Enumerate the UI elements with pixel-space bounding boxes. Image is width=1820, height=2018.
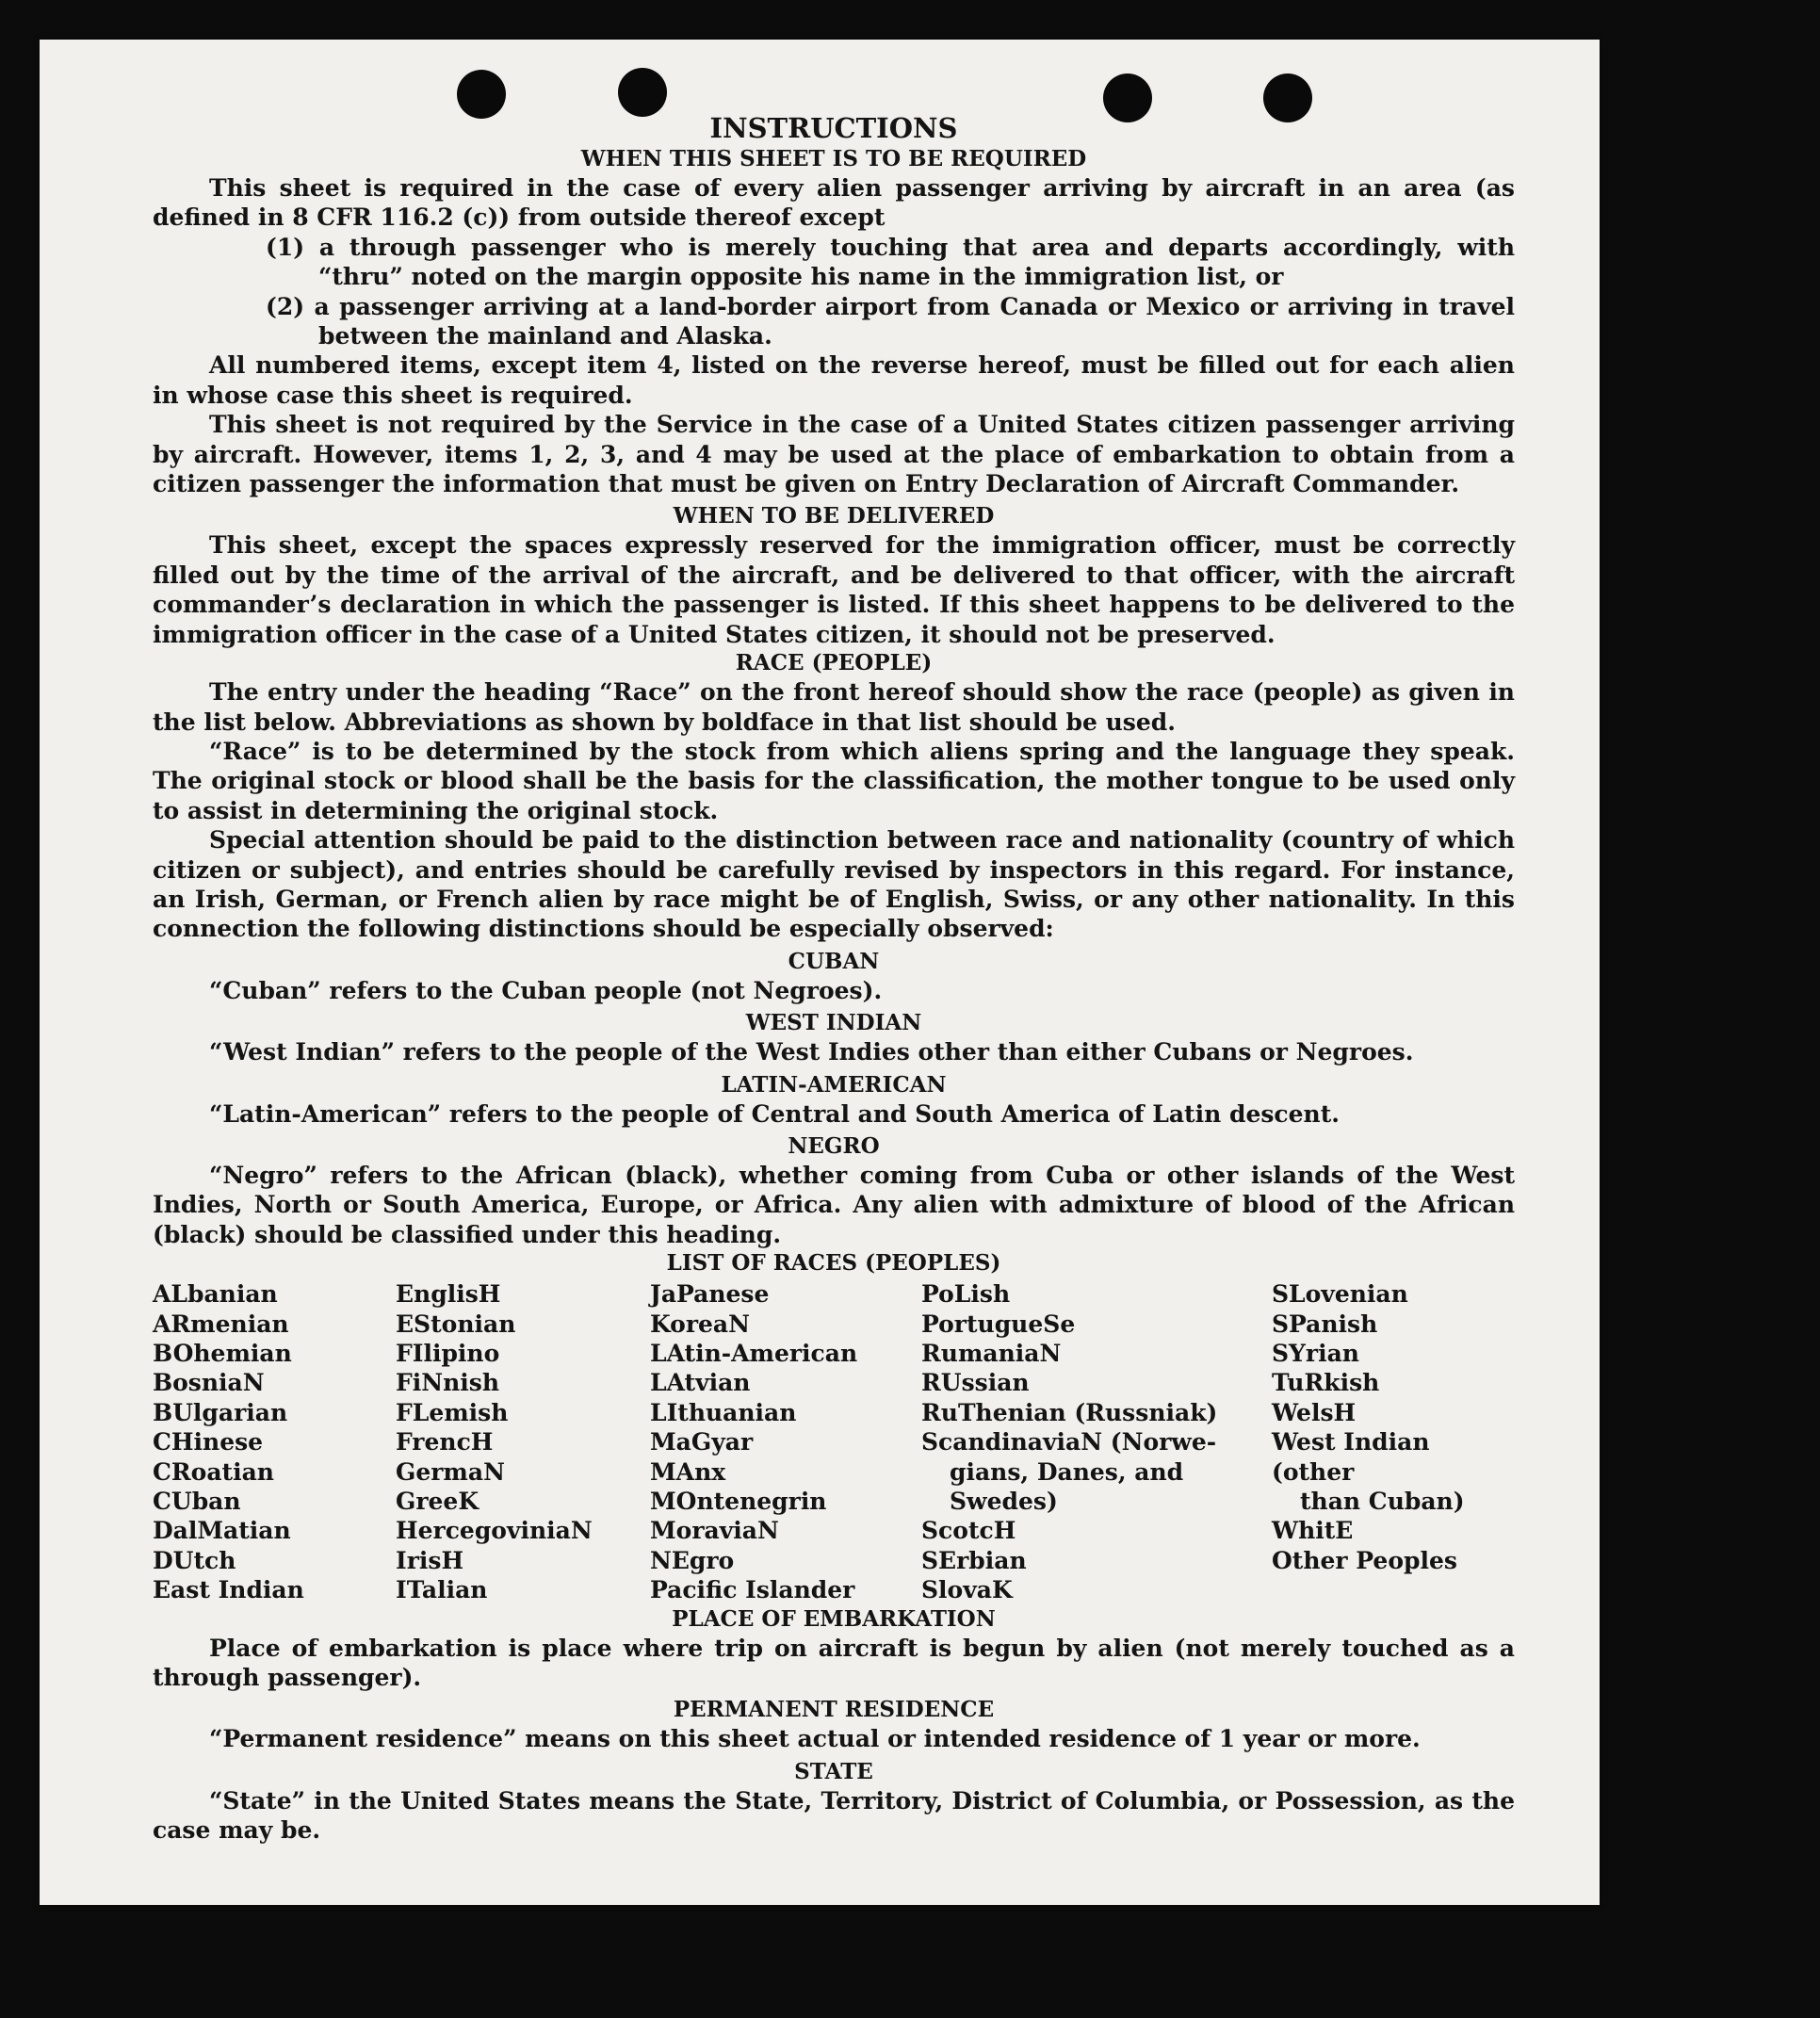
paragraph: All numbered items, except item 4, listed on the reverse hereof, must be filled out for each alien in whose case this sheet is required. (153, 351, 1515, 409)
race-item: LIthuanian (650, 1398, 797, 1426)
race-item: BUlgarian (153, 1398, 288, 1426)
paragraph: “Latin-American” refers to the people of Central and South America of Latin descent. (209, 1099, 1340, 1128)
race-item: FLemish (396, 1398, 509, 1426)
page-title: INSTRUCTIONS (709, 112, 958, 144)
race-item: LAtin-American (650, 1340, 858, 1367)
race-column (1272, 1279, 1515, 1604)
race-item: HercegoviniaN (396, 1517, 593, 1545)
race-column (650, 1279, 921, 1604)
paragraph: This sheet is not required by the Service in the case of a United States citizen passenger arriving by aircraft. However, items 1, 2, 3, and 4 may be used at the place of embarkation to obtain from a citizen passenger the information that must be given on Entry Declaration of Aircraft Commander. (153, 411, 1515, 498)
section-heading-latin-american: LATIN-AMERICAN (721, 1071, 947, 1098)
race-item: IrisH (396, 1546, 464, 1574)
race-column (921, 1279, 1272, 1604)
race-column (153, 1279, 396, 1604)
race-item: MAnx (650, 1457, 726, 1486)
paragraph: This sheet is required in the case of every alien passenger arriving by aircraft in an area (as defined in 8 CFR 116.2 (c)) from outside thereof except (153, 174, 1515, 232)
punch-hole (618, 68, 667, 117)
paragraph: “Race” is to be determined by the stock from which aliens spring and the language they speak. The original stock or blood shall be the basis for the classification, the mother tongue to be used only to assist in determining the original stock. (153, 737, 1515, 824)
section-heading-state: STATE (794, 1758, 873, 1784)
race-item: ScotcH (921, 1517, 1016, 1545)
paragraph: The entry under the heading “Race” on the front hereof should show the race (people) as given in the list below. Abbreviations as shown by boldface in that list should be used. (153, 678, 1515, 736)
race-item: WhitE (1272, 1517, 1354, 1545)
race-item: LAtvian (650, 1369, 751, 1397)
race-item: Pacific Islander (650, 1576, 855, 1604)
paragraph: This sheet, except the spaces expressly reserved for the immigration officer, must be correctly filled out by the time of the arrival of the aircraft, and be delivered to that officer, with the aircraft commander’s declaration in which the passenger is listed. If this sheet happens to be delivered to the immigration officer in the case of a United States citizen, it should not be preserved. (153, 531, 1515, 648)
race-item: RuThenian (Russniak) (921, 1398, 1218, 1426)
race-item: SErbian (921, 1546, 1027, 1574)
race-item: East Indian (153, 1576, 304, 1604)
document-sheet (40, 40, 1600, 1905)
race-list (153, 1279, 1515, 1604)
paragraph: “State” in the United States means the State, Territory, District of Columbia, or Possession, as the case may be. (153, 1786, 1515, 1845)
race-item: FIlipino (396, 1340, 500, 1367)
race-item: FrencH (396, 1428, 494, 1457)
paragraph: Special attention should be paid to the distinction between race and nationality (country of which citizen or subject), and entries should be carefully revised by inspectors in this regard. For instance, an Irish, German, or French alien by race might be of English, Swiss, or any other nationality. In this connection the following distinctions should be especially observed: (153, 826, 1515, 943)
race-item: CUban (153, 1488, 241, 1516)
paragraph: “Negro” refers to the African (black), whether coming from Cuba or other islands of the West Indies, North or South America, Europe, or Africa. Any alien with admixture of blood of the African (black) should be classified under this heading. (153, 1161, 1515, 1248)
list-item: (1) a through passenger who is merely touching that area and departs accordingly, with “thru” noted on the margin opposite his name in the immigration list, or (266, 233, 1515, 291)
race-item: DUtch (153, 1546, 236, 1574)
race-item: WelsH (1272, 1398, 1357, 1426)
race-item: CRoatian (153, 1457, 274, 1486)
section-heading-race: RACE (PEOPLE) (735, 650, 933, 676)
race-item: PoLish (921, 1280, 1011, 1309)
race-item: RumaniaN (921, 1340, 1062, 1367)
section-heading-when-required: WHEN THIS SHEET IS TO BE REQUIRED (580, 146, 1087, 171)
section-heading-west-indian: WEST INDIAN (745, 1010, 922, 1036)
race-item: ARmenian (153, 1310, 289, 1338)
section-heading-cuban: CUBAN (788, 948, 880, 974)
race-item: CHinese (153, 1428, 264, 1457)
section-heading-list-of-races: LIST OF RACES (PEOPLES) (666, 1250, 1001, 1277)
paragraph: “Cuban” refers to the Cuban people (not Negroes). (209, 976, 883, 1004)
race-item: MOntenegrin (650, 1488, 827, 1516)
race-item: DalMatian (153, 1517, 291, 1545)
section-heading-permanent-residence: PERMANENT RESIDENCE (673, 1697, 995, 1723)
race-item: PortugueSe (921, 1310, 1076, 1338)
section-heading-negro: NEGRO (788, 1132, 880, 1159)
race-column (396, 1279, 650, 1604)
race-item: FiNnish (396, 1369, 500, 1397)
paragraph: Place of embarkation is place where trip on aircraft is begun by alien (not merely touched as a through passenger). (153, 1634, 1515, 1692)
race-item: ITalian (396, 1576, 488, 1604)
race-item: TuRkish (1272, 1369, 1380, 1397)
race-item: gians, Danes, and (950, 1457, 1184, 1486)
list-item: (2) a passenger arriving at a land-border airport from Canada or Mexico or arriving in travel between the mainland and Alaska. (266, 292, 1515, 350)
race-item: Other Peoples (1272, 1546, 1457, 1574)
race-item: GreeK (396, 1488, 479, 1516)
race-item: NEgro (650, 1546, 735, 1574)
race-item: West Indian (other (1272, 1428, 1430, 1486)
paragraph: “Permanent residence” means on this sheet actual or intended residence of 1 year or more. (209, 1725, 1421, 1753)
race-item: SLovenian (1272, 1280, 1408, 1309)
race-item: EStonian (396, 1310, 516, 1338)
race-item: KoreaN (650, 1310, 750, 1338)
race-item: SYrian (1272, 1340, 1359, 1367)
race-item: than Cuban) (1300, 1488, 1465, 1516)
race-item: Swedes) (950, 1488, 1058, 1516)
race-item: ScandinaviaN (Norwe- (921, 1428, 1217, 1457)
section-heading-embarkation: PLACE OF EMBARKATION (672, 1605, 996, 1632)
race-item: BOhemian (153, 1340, 292, 1367)
race-item: RUssian (921, 1369, 1030, 1397)
paragraph: “West Indian” refers to the people of the West Indies other than either Cubans or Negroes. (209, 1038, 1414, 1066)
race-item: SlovaK (921, 1576, 1013, 1604)
race-item: MaGyar (650, 1428, 754, 1457)
race-item: JaPanese (650, 1280, 770, 1309)
race-item: EnglisH (396, 1280, 501, 1309)
section-heading-when-delivered: WHEN TO BE DELIVERED (673, 503, 995, 529)
race-item: GermaN (396, 1457, 505, 1486)
race-item: ALbanian (153, 1280, 278, 1309)
race-item: BosniaN (153, 1369, 265, 1397)
race-item: MoraviaN (650, 1517, 779, 1545)
race-item: SPanish (1272, 1310, 1378, 1338)
instructions-body (153, 111, 1515, 1846)
